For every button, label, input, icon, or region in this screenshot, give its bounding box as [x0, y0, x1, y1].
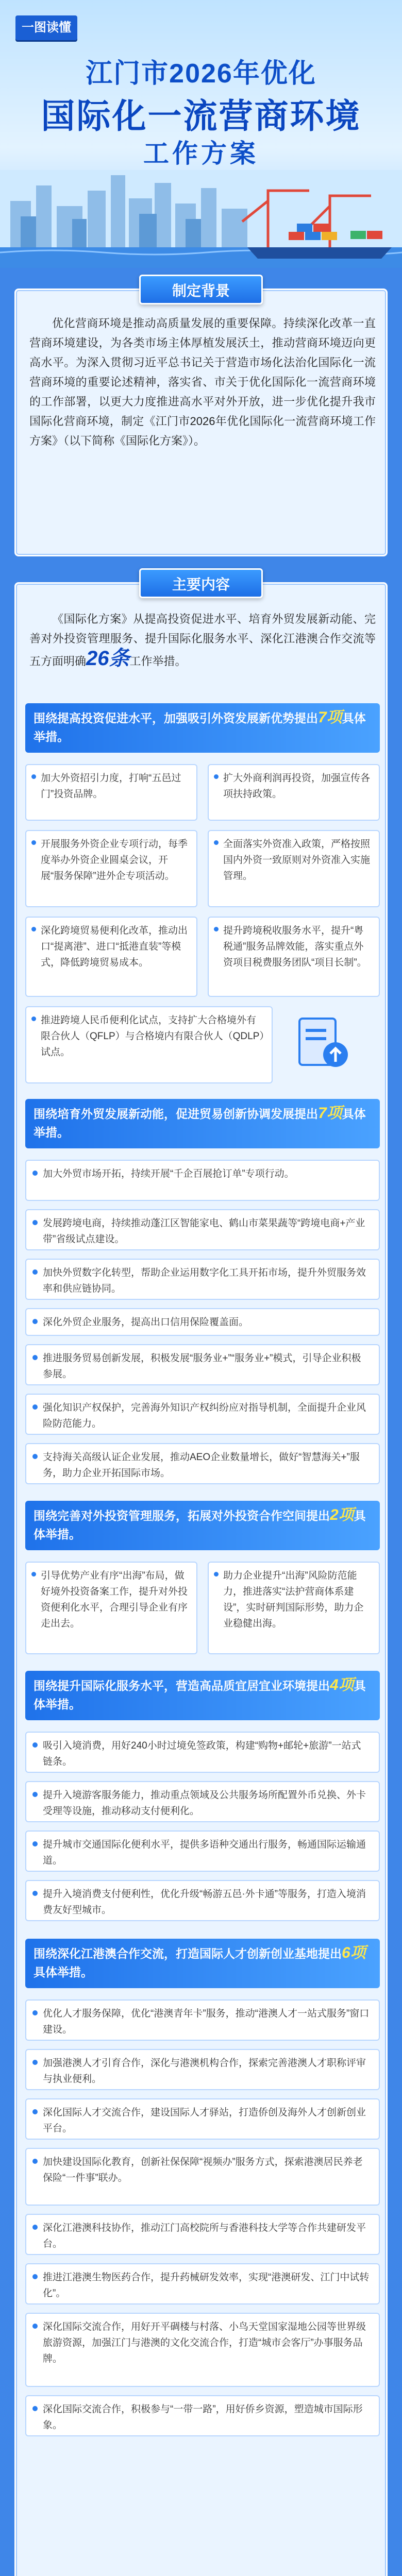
group4-item-2: 提升入境游客服务能力，推动重点领域及公共服务场所配置外币兑换、外卡受理等设施，推动移动支付便利化。: [25, 1781, 380, 1822]
group3-banner-suffix: 具体举措。: [34, 1509, 366, 1541]
group3-banner-count: 2项: [330, 1506, 354, 1523]
group5-item-3: 深化国际人才交流合作，建设国际人才驿站，打造侨创及海外人才创新创业平台。: [25, 2098, 380, 2140]
group4-item-4: 提升入境消费支付便利性，优化升级“畅游五邑·外卡通”等服务，打造入境消费友好型城市。: [25, 1880, 380, 1921]
hero-tag: 一图读懂: [15, 15, 77, 40]
background-section: [14, 283, 388, 556]
group2-banner-count: 7项: [318, 1105, 342, 1122]
group2-item-5: 推进服务贸易创新发展，积极发展“服务业+”“服务业+”模式，引导企业积极参展。: [25, 1344, 380, 1385]
group3-card-1: 引导优势产业有序“出海”布局，做好境外投资备案工作，提升对外投资便利化水平，合理引导企业有序走出去。: [25, 1562, 197, 1654]
group2-item-7: 支持海关高级认证企业发展，推动AEO企业数量增长，做好“智慧海关+”服务，助力企业开拓国际市场。: [25, 1443, 380, 1484]
hero-title-line3: 工作方案: [143, 139, 259, 168]
group2-banner: [25, 1099, 380, 1148]
group2-item-3: 加快外贸数字化转型，帮助企业运用数字化工具开拓市场，提升外贸服务效率和供应链协同。: [25, 1259, 380, 1300]
group2-banner-suffix: 具体举措。: [34, 1107, 366, 1139]
group1-card-4: 全面落实外资准入政策，严格按照国内外资一致原则对外资准入实施管理。: [208, 830, 380, 907]
group4-item-1: 吸引入境消费，用好240小时过境免签政策，构建“购物+邮轮+旅游”一站式链条。: [25, 1732, 380, 1773]
group1-card-6: 提升跨境税收服务水平，提升“粤税通”服务品牌效能，落实重点外资项目税费服务团队“项目长制”。: [208, 917, 380, 997]
group5-item-5: 深化江港澳科技协作，推动江门高校院所与香港科技大学等合作共建研发平台。: [25, 2214, 380, 2255]
group4-banner-suffix: 具体举措。: [34, 1679, 366, 1711]
group4-banner-count: 4项: [330, 1676, 354, 1693]
group5-item-7: 深化国际交流合作，用好开平碉楼与村落、小鸟天堂国家湿地公园等世界级旅游资源，加强江门与港澳的文化交流合作，打造“城市会客厅”办事服务品牌。: [25, 2313, 380, 2387]
group3-banner: [25, 1501, 380, 1550]
group3-card-2: 助力企业提升“出海”风险防范能力，推进落实“法护营商体系建设”，实时研判国际形势，助力企业稳健出海。: [208, 1562, 380, 1654]
group1-card-2: 扩大外商利润再投资，加强宣传各项扶持政策。: [208, 764, 380, 821]
group1-card-7: 推进跨境人民币便利化试点，支持扩大合格境外有限合伙人（QFLP）与合格境内有限合伙人（QDLP）试点。: [25, 1006, 273, 1083]
group1-card-5: 深化跨境贸易便利化改革，推动出口“提离港”、进口“抵港直装”等模式，降低跨境贸易成本。: [25, 917, 197, 997]
main-intro-text-a: 《国际化方案》从提高投资促进水平、培育外贸发展新动能、完善对外投资管理服务、提升国际化服务水平、深化江港澳合作交流等五方面明确: [29, 613, 376, 668]
group5-banner-suffix: 具体举措。: [34, 1965, 93, 1979]
group1-banner-count: 7项: [318, 709, 342, 726]
group5-item-6: 推进江港澳生物医药合作，提升药械研发效率，实现“港澳研发、江门中试转化”。: [25, 2263, 380, 2304]
group1-card-3: 开展服务外资企业专项行动，每季度举办外资企业圆桌会议，开展“服务保障”进外企专项活动。: [25, 830, 197, 907]
group1-banner: [25, 703, 380, 753]
document-upload-icon: [290, 1014, 352, 1071]
group5-banner-text: 围绕深化江港澳合作交流，打造国际人才创新创业基地提出: [34, 1947, 342, 1960]
group5-banner: [25, 1939, 380, 1988]
group2-item-2: 发展跨境电商，持续推动蓬江区智能家电、鹤山市菜果蔬等“跨境电商+产业带”省级试点建设。: [25, 1209, 380, 1250]
group1-banner-text: 围绕提高投资促进水平，加强吸引外资发展新优势提出: [34, 711, 318, 725]
main-intro-count: 26条: [86, 647, 130, 670]
group2-item-4: 深化外贸企业服务，提高出口信用保险覆盖面。: [25, 1308, 380, 1336]
hero-title-line2: 国际化一流营商环境: [41, 97, 361, 135]
group3-banner-text: 围绕完善对外投资管理服务，拓展对外投资合作空间提出: [34, 1509, 330, 1522]
group1-banner-suffix: 具体举措。: [34, 711, 366, 743]
group2-banner-text: 围绕培育外贸发展新动能，促进贸易创新协调发展提出: [34, 1107, 318, 1121]
group4-banner-text: 围绕提升国际化服务水平，营造高品质宜居宜业环境提出: [34, 1679, 330, 1692]
group5-item-8: 深化国际交流合作，积极参与“一带一路”，用好侨乡资源，塑造城市国际形象。: [25, 2395, 380, 2436]
main-intro: [29, 609, 376, 671]
main-intro-text-b: 工作举措。: [129, 655, 187, 668]
group5-item-1: 优化人才服务保障，优化“港澳青年卡”服务，推动“港澳人才一站式服务”窗口建设。: [25, 1999, 380, 2041]
group2-item-1: 加大外贸市场开拓，持续开展“千企百展抢订单”专项行动。: [25, 1160, 380, 1201]
group5-banner-count: 6项: [342, 1944, 366, 1961]
hero-banner: [0, 0, 402, 268]
background-paragraph: 优化营商环境是推动高质量发展的重要保障。持续深化改革一直营商环境建设，为各类市场主体厚植发展沃土，推动营商环境迈向更高水平。为深入贯彻习近平总书记关于营造市场化法治化国际化一流营商环境的重要论述精神，落实省、市关于优化国际化一流营商环境的工作部署，以更大力度推进高水平对外开放，进一步优化提升我市国际化营商环境，制定《江门市2026年优化国际化一流营商环境工作方案》（以下简称《国际化方案》）。: [29, 317, 376, 447]
group4-item-3: 提升城市交通国际化便利水平，提供多语种交通出行服务，畅通国际运输通道。: [25, 1831, 380, 1872]
main-content-section: [14, 577, 388, 2576]
background-section-title: 制定背景: [139, 275, 263, 304]
group1-card-1: 加大外资招引力度，打响“五邑过门”投资品牌。: [25, 764, 197, 821]
main-content-section-title: 主要内容: [139, 568, 263, 598]
group4-banner: [25, 1671, 380, 1720]
group5-item-2: 加强港澳人才引育合作，深化与港澳机构合作，探索完善港澳人才职称评审与执业便利。: [25, 2049, 380, 2090]
hero-title-line1: 江门市2026年优化: [86, 59, 316, 89]
group2-item-6: 强化知识产权保护，完善海外知识产权纠纷应对指导机制，全面提升企业风险防范能力。: [25, 1394, 380, 1435]
city-port-illustration: [0, 170, 402, 268]
group5-item-4: 加快建设国际化教育，创新社保保障“视频办”服务方式，探索港澳居民养老保险“一件事”联办。: [25, 2148, 380, 2206]
